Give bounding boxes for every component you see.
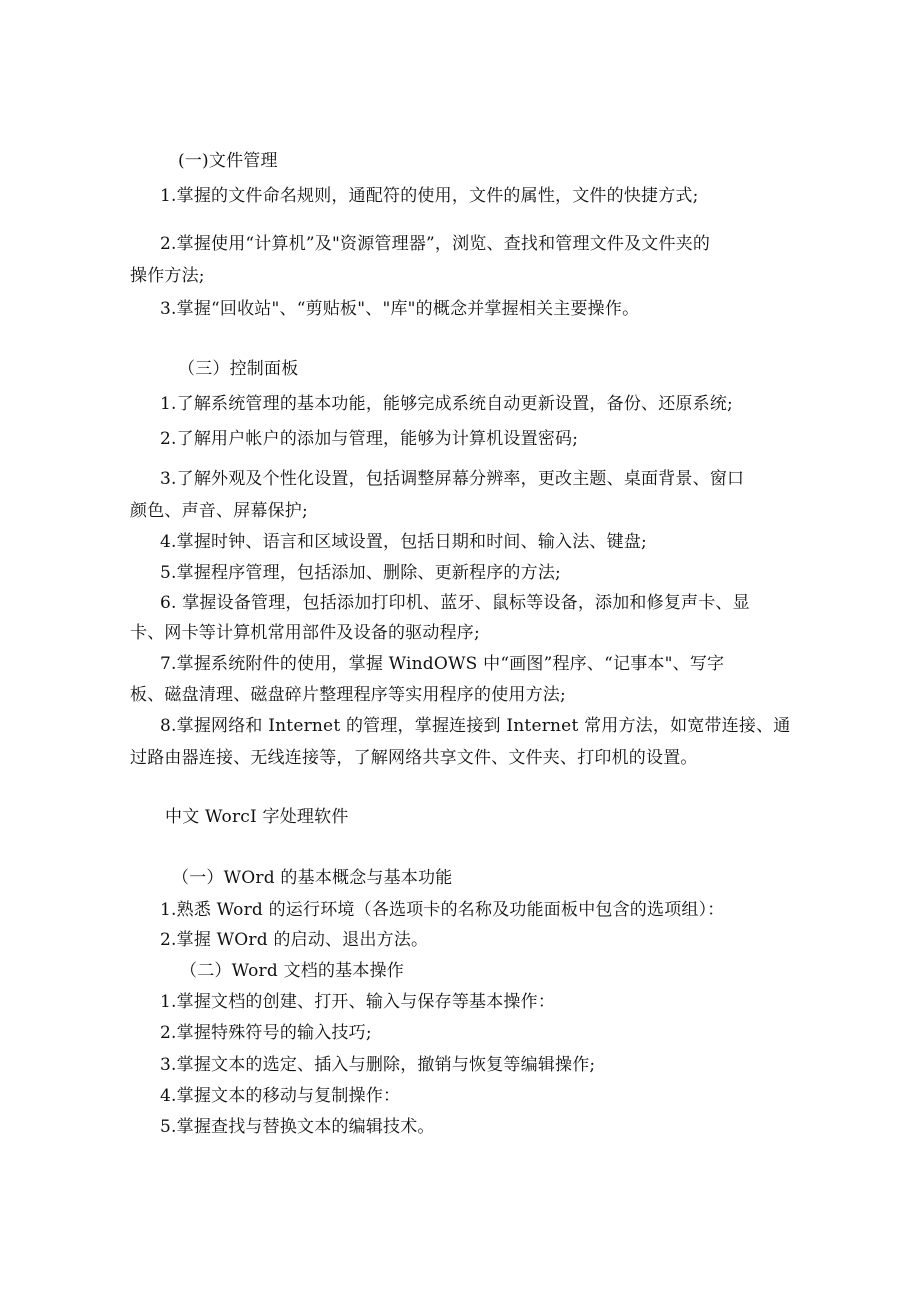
- list-item: 2.掌握 WOrd 的启动、退出方法。: [160, 930, 429, 950]
- list-item: 6. 掌握设备管理，包括添加打印机、蓝牙、鼠标等设备，添加和修复声卡、显: [160, 593, 750, 613]
- section-heading-word-document-ops: （二）Word 文档的基本操作: [180, 961, 404, 981]
- list-item-continuation: 颜色、声音、屏幕保护;: [130, 501, 308, 521]
- list-item: 2.掌握使用“计算机”及"资源管理器”，浏览、查找和管理文件及文件夹的: [160, 234, 711, 254]
- list-item: 2.掌握特殊符号的输入技巧;: [160, 1023, 372, 1043]
- list-item: 8.掌握网络和 Internet 的管理，掌握连接到 Internet 常用方法，如宽带连接、通: [160, 716, 791, 736]
- list-item-continuation: 过路由器连接、无线连接等，了解网络共享文件、文件夹、打印机的设置。: [130, 748, 698, 768]
- list-item: 3.了解外观及个性化设置，包括调整屏幕分辨率，更改主题、桌面背景、窗口: [160, 469, 745, 489]
- list-item: 1.掌握的文件命名规则，通配符的使用，文件的属性，文件的快捷方式;: [160, 186, 699, 206]
- list-item: 4.掌握文本的移动与复制操作：: [160, 1086, 401, 1106]
- list-item-continuation: 卡、网卡等计算机常用部件及设备的驱动程序;: [130, 623, 480, 643]
- chapter-title: 中文 WorcI 字处理软件: [165, 807, 349, 827]
- list-item: 1.熟悉 Word 的运行环境（各选项卡的名称及功能面板中包含的选项组）：: [160, 900, 725, 920]
- list-item: 1.掌握文档的创建、打开、输入与保存等基本操作：: [160, 992, 556, 1012]
- list-item-continuation: 操作方法;: [130, 266, 205, 286]
- section-heading-control-panel: （三）控制面板: [178, 359, 299, 379]
- list-item: 1.了解系统管理的基本功能，能够完成系统自动更新设置，备份、还原系统;: [160, 394, 733, 414]
- list-item: 4.掌握时钟、语言和区域设置，包括日期和时间、输入法、键盘;: [160, 532, 647, 552]
- list-item: 5.掌握程序管理，包括添加、删除、更新程序的方法;: [160, 563, 561, 583]
- list-item: 5.掌握查找与替换文本的编辑技术。: [160, 1117, 435, 1137]
- list-item-continuation: 板、磁盘清理、磁盘碎片整理程序等实用程序的使用方法;: [130, 685, 566, 705]
- list-item: 2.了解用户帐户的添加与管理，能够为计算机设置密码;: [160, 429, 579, 449]
- section-heading-word-basics: （一）WOrd 的基本概念与基本功能: [172, 868, 453, 888]
- list-item: 3.掌握“回收站"、“剪贴板"、"库"的概念并掌握相关主要操作。: [160, 299, 640, 319]
- list-item: 7.掌握系统附件的使用，掌握 WindOWS 中“画图”程序、“记事本"、写字: [160, 654, 725, 674]
- list-item: 3.掌握文本的选定、插入与删除，撤销与恢复等编辑操作;: [160, 1055, 596, 1075]
- section-heading-file-management: (一)文件管理: [178, 151, 278, 171]
